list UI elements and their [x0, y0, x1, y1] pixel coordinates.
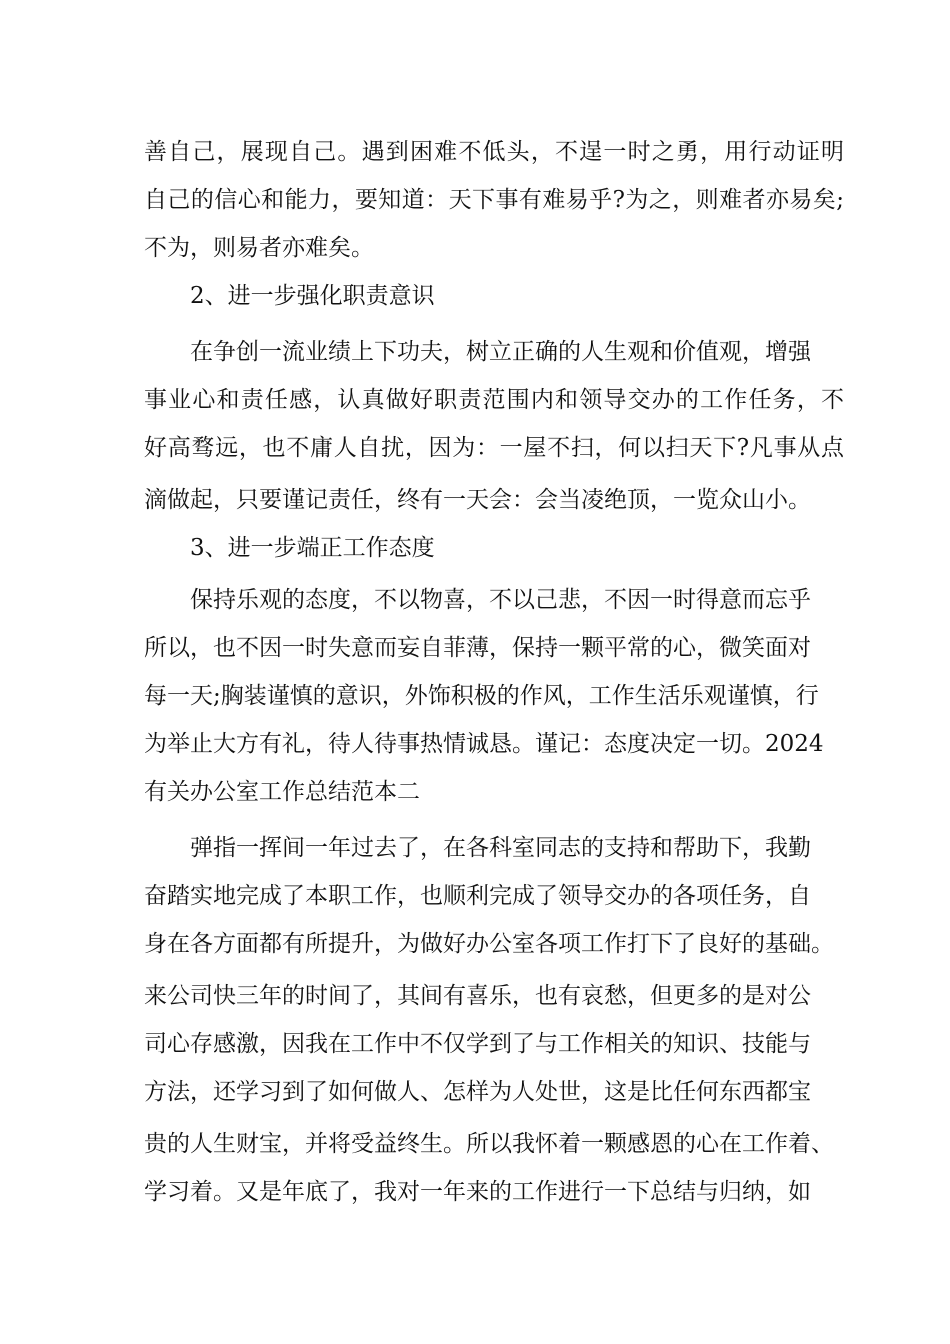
paragraph-line: 滴做起，只要谨记责任，终有一天会：会当凌绝顶，一览众山小。 — [144, 487, 811, 513]
paragraph-line: 好高骛远，也不庸人自扰，因为：一屋不扫，何以扫天下?凡事从点 — [144, 435, 844, 461]
paragraph-line: 事业心和责任感，认真做好职责范围内和领导交办的工作任务，不 — [144, 387, 844, 413]
paragraph-line: 弹指一挥间一年过去了，在各科室同志的支持和帮助下，我勤 — [190, 835, 811, 861]
paragraph-line: 为举止大方有礼，待人待事热情诚恳。谨记：态度决定一切。2024 — [144, 731, 824, 757]
paragraph-line: 每一天;胸装谨慎的意识，外饰积极的作风，工作生活乐观谨慎，行 — [144, 683, 819, 709]
paragraph-line: 司心存感激，因我在工作中不仅学到了与工作相关的知识、技能与 — [144, 1031, 811, 1057]
paragraph-line: 所以，也不因一时失意而妄自菲薄，保持一颗平常的心，微笑面对 — [144, 635, 811, 661]
paragraph-line: 来公司快三年的时间了，其间有喜乐，也有哀愁，但更多的是对公 — [144, 983, 811, 1009]
paragraph-line: 身在各方面都有所提升，为做好办公室各项工作打下了良好的基础。 — [144, 931, 834, 957]
paragraph-line: 奋踏实地完成了本职工作，也顺利完成了领导交办的各项任务，自 — [144, 883, 811, 909]
paragraph-line: 不为，则易者亦难矣。 — [144, 235, 374, 261]
paragraph-line: 方法，还学习到了如何做人、怎样为人处世，这是比任何东西都宝 — [144, 1079, 811, 1105]
paragraph-line: 保持乐观的态度，不以物喜，不以己悲，不因一时得意而忘乎 — [190, 587, 811, 613]
paragraph-line: 自己的信心和能力，要知道：天下事有难易乎?为之，则难者亦易矣; — [144, 187, 844, 213]
paragraph-line: 在争创一流业绩上下功夫，树立正确的人生观和价值观，增强 — [190, 339, 811, 365]
section-heading: 2、进一步强化职责意识 — [190, 283, 435, 309]
paragraph-line: 学习着。又是年底了，我对一年来的工作进行一下总结与归纳，如 — [144, 1179, 811, 1205]
section-heading: 3、进一步端正工作态度 — [190, 535, 435, 561]
section-title: 有关办公室工作总结范本二 — [144, 779, 420, 805]
paragraph-line: 善自己，展现自己。遇到困难不低头，不逞一时之勇，用行动证明 — [144, 139, 844, 165]
paragraph-line: 贵的人生财宝，并将受益终生。所以我怀着一颗感恩的心在工作着、 — [144, 1131, 834, 1157]
